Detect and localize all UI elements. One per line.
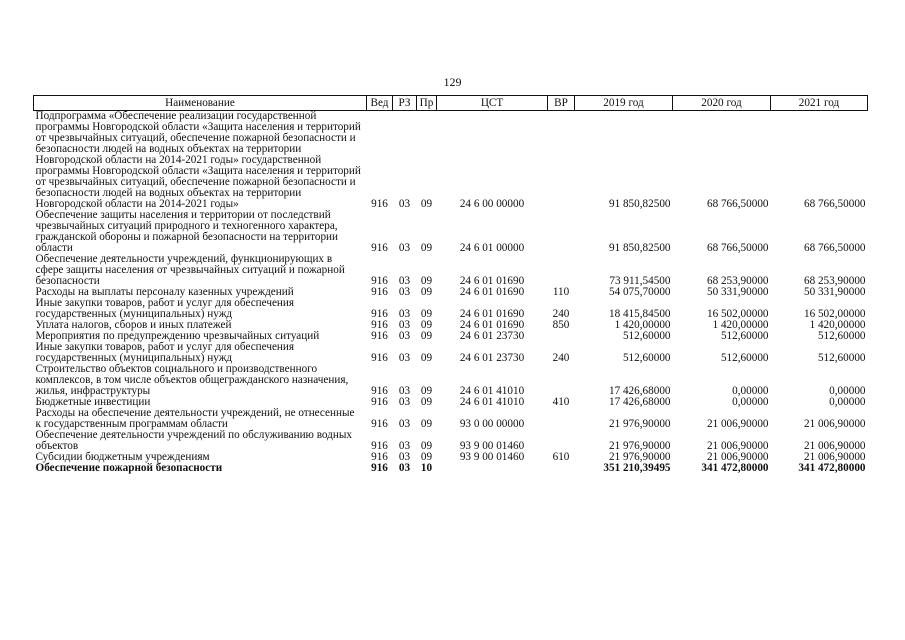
cell-cst: [437, 463, 548, 474]
cell-name: Обеспечение деятельности учреждений по обслуживанию водных объектов: [35, 429, 352, 452]
cell-vr: [548, 364, 575, 397]
cell-pr: 09: [420, 319, 433, 331]
header-rz: РЗ: [393, 96, 417, 111]
cell-ved: 916: [371, 418, 388, 430]
cell-ved: 916: [371, 451, 388, 463]
cell-rz: 03: [398, 198, 411, 210]
cell-pr: 09: [420, 352, 433, 364]
cell-vr: 240: [552, 352, 570, 364]
cell-2019: 18 415,84500: [608, 308, 671, 320]
cell-2020: 0,00000: [732, 396, 769, 408]
cell-2021: 512,60000: [817, 352, 866, 364]
cell-name: Мероприятия по предупреждению чрезвычайных ситуаций: [35, 330, 320, 342]
table-row: [34, 210, 868, 254]
cell-cst: 24 6 01 41010: [459, 396, 525, 408]
cell-rz: 03: [398, 462, 411, 474]
cell-vr: [548, 254, 575, 287]
table-row: [34, 298, 868, 320]
cell-ved: 916: [371, 396, 388, 408]
cell-pr: 09: [420, 275, 433, 287]
cell-2020: 21 006,90000: [706, 440, 769, 452]
cell-2021: 512,60000: [817, 330, 866, 342]
cell-rz: 03: [398, 308, 411, 320]
table-row: [34, 430, 868, 452]
cell-pr: 09: [420, 385, 433, 397]
cell-name: Подпрограмма «Обеспечение реализации государственной программы Новгородской области «Защита населения и территорий от чрезвычайных ситуаций, обеспечение пожарной безопасности и безопасности людей на водных объектах на территории Новгородской области на 2014-2021 годы» государственной программы Новгородской области «Защита населения и территорий от чрезвычайных ситуаций, обеспечение пожарной безопасности и безопасности людей на водных объектах на территории Новгородской области на 2014-2021 годы»: [35, 110, 361, 210]
cell-vr: 610: [552, 451, 570, 463]
header-pr: Пр: [417, 96, 437, 111]
cell-pr: 09: [420, 451, 433, 463]
cell-2021: 21 006,90000: [803, 451, 866, 463]
cell-name: Иные закупки товаров, работ и услуг для обеспечения государственных (муниципальных) нужд: [35, 297, 295, 320]
header-cst: ЦСТ: [437, 96, 548, 111]
cell-pr: 09: [420, 198, 433, 210]
cell-cst: 24 6 01 01690: [459, 286, 525, 298]
cell-2021: 341 472,80000: [798, 462, 866, 474]
cell-2019: 1 420,00000: [614, 319, 671, 331]
cell-pr: 09: [420, 308, 433, 320]
cell-ved: 916: [371, 319, 388, 331]
cell-cst: 93 9 00 01460: [459, 440, 525, 452]
cell-2020: 0,00000: [732, 385, 769, 397]
cell-2019: 54 075,70000: [608, 286, 671, 298]
cell-cst: 24 6 01 23730: [459, 352, 525, 364]
cell-2020: 1 420,00000: [712, 319, 769, 331]
cell-2021: 21 006,90000: [803, 440, 866, 452]
cell-rz: 03: [398, 451, 411, 463]
cell-vr: [548, 430, 575, 452]
header-name: Наименование: [34, 96, 367, 111]
cell-2019: 21 976,90000: [608, 451, 671, 463]
cell-2021: 68 766,50000: [803, 242, 866, 254]
table-header-row: [34, 96, 868, 111]
cell-pr: 09: [420, 286, 433, 298]
cell-2021: 16 502,00000: [803, 308, 866, 320]
cell-2019: 512,60000: [622, 330, 671, 342]
cell-cst: 93 9 00 01460: [459, 451, 525, 463]
table-row: [34, 408, 868, 430]
cell-cst: 24 6 01 41010: [459, 385, 525, 397]
table-row: [34, 364, 868, 397]
cell-name: Субсидии бюджетным учреждениям: [35, 451, 210, 463]
cell-2020: 68 253,90000: [706, 275, 769, 287]
cell-ved: 916: [371, 275, 388, 287]
table-row: [34, 342, 868, 364]
cell-name: Расходы на обеспечение деятельности учреждений, не отнесенные к государственным программам области: [35, 407, 355, 430]
cell-cst: 24 6 01 01690: [459, 319, 525, 331]
cell-cst: 24 6 00 00000: [459, 198, 525, 210]
cell-2020: 21 006,90000: [706, 451, 769, 463]
cell-ved: 916: [371, 198, 388, 210]
cell-2021: 50 331,90000: [803, 286, 866, 298]
cell-vr: [548, 463, 575, 474]
cell-vr: 240: [552, 308, 570, 320]
cell-2020: 21 006,90000: [706, 418, 769, 430]
cell-2020: 512,60000: [720, 330, 769, 342]
cell-cst: 93 0 00 00000: [459, 418, 525, 430]
cell-rz: 03: [398, 352, 411, 364]
cell-cst: 24 6 01 00000: [459, 242, 525, 254]
table-body: [34, 111, 868, 475]
header-2021: 2021 год: [771, 96, 868, 111]
cell-pr: 09: [420, 440, 433, 452]
cell-pr: 09: [420, 396, 433, 408]
header-vr: ВР: [548, 96, 575, 111]
cell-ved: 916: [371, 352, 388, 364]
cell-2019: 91 850,82500: [608, 198, 671, 210]
cell-rz: 03: [398, 440, 411, 452]
cell-2019: 91 850,82500: [608, 242, 671, 254]
budget-table: [33, 95, 868, 474]
cell-2020: 68 766,50000: [706, 242, 769, 254]
cell-rz: 03: [398, 242, 411, 254]
cell-2019: 17 426,68000: [608, 385, 671, 397]
cell-2020: 50 331,90000: [706, 286, 769, 298]
cell-pr: 10: [420, 462, 433, 474]
cell-2021: 68 766,50000: [803, 198, 866, 210]
cell-vr: [548, 408, 575, 430]
cell-vr: [548, 331, 575, 342]
cell-ved: 916: [371, 385, 388, 397]
table-row: [34, 111, 868, 211]
cell-rz: 03: [398, 385, 411, 397]
header-2020: 2020 год: [673, 96, 771, 111]
cell-2021: 0,00000: [829, 396, 866, 408]
header-2019: 2019 год: [575, 96, 673, 111]
cell-ved: 916: [371, 308, 388, 320]
cell-rz: 03: [398, 330, 411, 342]
cell-2019: 17 426,68000: [608, 396, 671, 408]
cell-ved: 916: [371, 462, 388, 474]
cell-pr: 09: [420, 418, 433, 430]
cell-cst: 24 6 01 01690: [459, 275, 525, 287]
cell-pr: 09: [420, 330, 433, 342]
cell-vr: [548, 210, 575, 254]
cell-2019: 21 976,90000: [608, 418, 671, 430]
cell-ved: 916: [371, 330, 388, 342]
cell-2019: 351 210,39495: [603, 462, 671, 474]
table-row: [34, 254, 868, 287]
cell-2021: 68 253,90000: [803, 275, 866, 287]
cell-2021: 0,00000: [829, 385, 866, 397]
cell-vr: 850: [552, 319, 570, 331]
cell-rz: 03: [398, 275, 411, 287]
cell-ved: 916: [371, 242, 388, 254]
cell-rz: 03: [398, 418, 411, 430]
cell-rz: 03: [398, 396, 411, 408]
cell-rz: 03: [398, 286, 411, 298]
cell-rz: 03: [398, 319, 411, 331]
cell-2019: 21 976,90000: [608, 440, 671, 452]
cell-2021: 1 420,00000: [809, 319, 866, 331]
cell-pr: 09: [420, 242, 433, 254]
cell-2020: 341 472,80000: [701, 462, 769, 474]
cell-vr: [548, 111, 575, 211]
cell-2020: 16 502,00000: [706, 308, 769, 320]
cell-2019: 512,60000: [622, 352, 671, 364]
cell-2020: 512,60000: [720, 352, 769, 364]
cell-name: Бюджетные инвестиции: [35, 396, 151, 408]
page-number: 129: [443, 75, 462, 89]
header-ved: Вед: [367, 96, 393, 111]
cell-vr: 110: [552, 286, 570, 298]
cell-name: Строительство объектов социального и производственного комплексов, в том числе объектов общегражданского назначения, жилья, инфраструктуры: [35, 363, 349, 397]
cell-name: Уплата налогов, сборов и иных платежей: [35, 319, 232, 331]
cell-name: Расходы на выплаты персоналу казенных учреждений: [35, 286, 294, 298]
cell-2019: 73 911,54500: [609, 275, 671, 287]
cell-name: Обеспечение защиты населения и территории от последствий чрезвычайных ситуаций природного и техногенного характера, гражданской обороны и пожарной безопасности на территории области: [35, 209, 339, 254]
cell-name: Обеспечение пожарной безопасности: [35, 462, 223, 474]
cell-ved: 916: [371, 286, 388, 298]
cell-2020: 68 766,50000: [706, 198, 769, 210]
cell-cst: 24 6 01 01690: [459, 308, 525, 320]
cell-ved: 916: [371, 440, 388, 452]
cell-vr: 410: [552, 396, 570, 408]
table-row: [34, 463, 868, 474]
cell-name: Иные закупки товаров, работ и услуг для обеспечения государственных (муниципальных) нужд: [35, 341, 295, 364]
cell-name: Обеспечение деятельности учреждений, функционирующих в сфере защиты населения от чрезвычайных ситуаций и пожарной безопасности: [35, 253, 345, 287]
cell-cst: 24 6 01 23730: [459, 330, 525, 342]
cell-2021: 21 006,90000: [803, 418, 866, 430]
